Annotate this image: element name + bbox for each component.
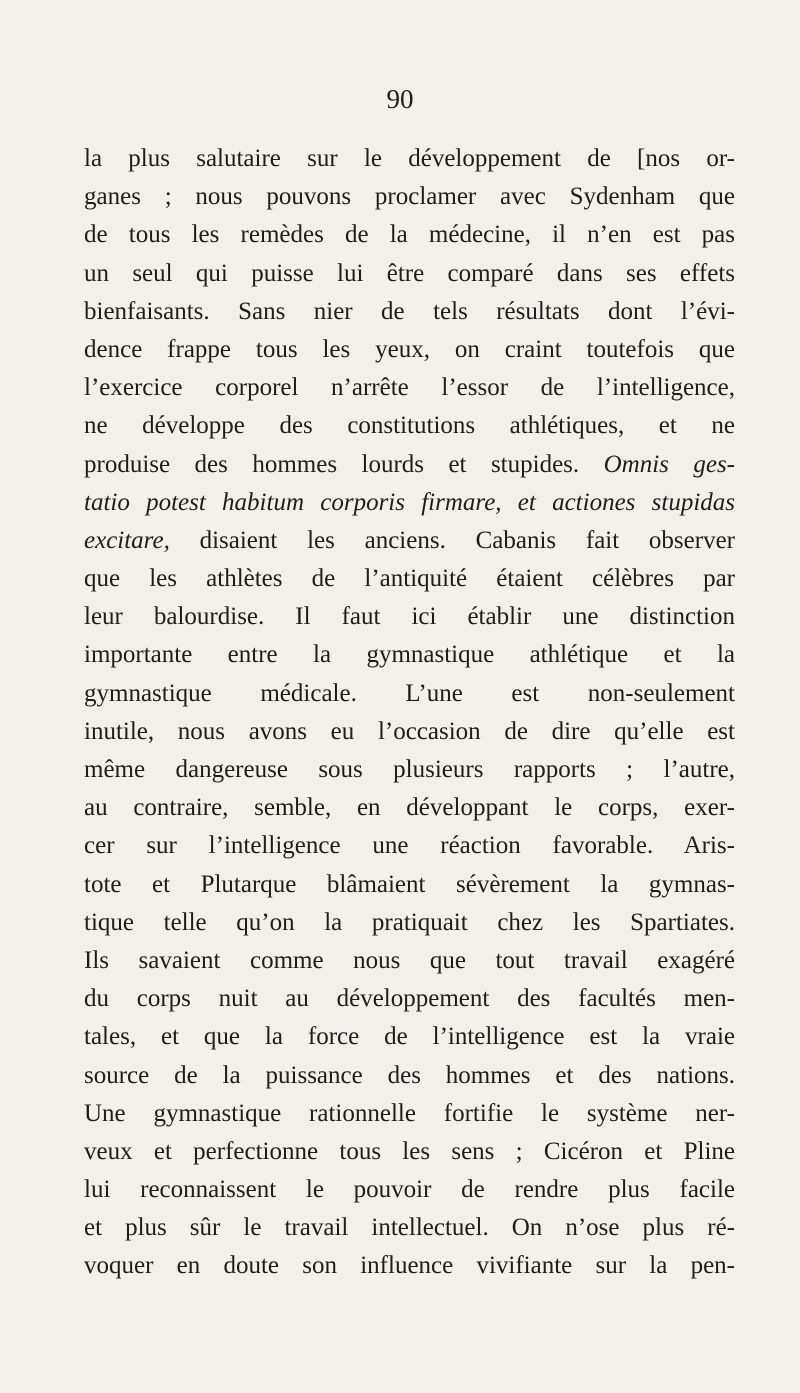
line-text: source de la puissance des hommes et des nations. — [84, 1061, 735, 1089]
text-line — [84, 827, 735, 865]
body-text — [84, 140, 735, 1286]
line-text: ganes ; nous pouvons proclamer avec Sydenham que — [84, 183, 735, 211]
italic-text: tatio potest habitum corporis firmare, et actiones stupidas — [84, 488, 735, 516]
italic-text: Omnis ges- — [603, 450, 735, 478]
text-line — [84, 789, 735, 827]
text-line — [84, 1057, 735, 1095]
page-number: 90 — [386, 84, 414, 114]
line-text: tique telle qu’on la pratiquait chez les Spartiates. — [84, 908, 735, 936]
text-line — [84, 446, 735, 484]
text-line — [84, 407, 735, 445]
text-line — [84, 484, 735, 522]
text-line — [84, 255, 735, 293]
line-text: importante entre la gymnastique athlétique et la — [84, 641, 735, 669]
line-text: et plus sûr le travail intellectuel. On n’ose plus ré- — [84, 1214, 735, 1242]
line-text: voquer en doute son influence vivifiante sur la pen- — [84, 1252, 735, 1280]
line-text: tales, et que la force de l’intelligence est la vraie — [84, 1023, 735, 1051]
text-line — [84, 178, 735, 216]
line-text: ne développe des constitutions athlétiques, et ne — [84, 412, 735, 440]
italic-text: excitare, — [84, 526, 170, 554]
text-line — [84, 1095, 735, 1133]
text-line — [84, 636, 735, 674]
text-line — [84, 522, 735, 560]
line-text: la plus salutaire sur le développement de [nos or- — [84, 145, 735, 172]
text-line — [84, 866, 735, 904]
line-text: produise des hommes lourds et stupides. — [84, 450, 604, 478]
text-line — [84, 331, 735, 369]
line-text: même dangereuse sous plusieurs rapports ; l’autre, — [84, 756, 735, 783]
line-text: lui reconnaissent le pouvoir de rendre plus facile — [84, 1176, 735, 1204]
text-line — [84, 1247, 735, 1285]
text-line — [84, 598, 735, 636]
line-text: leur balourdise. Il faut ici établir une distinction — [84, 603, 735, 631]
text-line — [84, 1171, 735, 1209]
line-text: veux et perfectionne tous les sens ; Cicéron et Pline — [84, 1137, 735, 1165]
text-line — [84, 675, 735, 713]
text-line — [84, 1133, 735, 1171]
line-text: l’exercice corporel n’arrête l’essor de l’intelligence, — [84, 374, 735, 402]
text-line — [84, 293, 735, 331]
line-text: de tous les remèdes de la médecine, il n’en est pas — [84, 221, 735, 249]
line-text: disaient les anciens. Cabanis fait observer — [169, 526, 735, 554]
line-text: Ils savaient comme nous que tout travail exagéré — [84, 946, 735, 974]
text-line — [84, 904, 735, 942]
line-text: du corps nuit au développement des facultés men- — [84, 985, 735, 1013]
line-text: que les athlètes de l’antiquité étaient célèbres par — [84, 565, 735, 593]
line-text: Une gymnastique rationnelle fortifie le système ner- — [84, 1099, 735, 1127]
text-line — [84, 1209, 735, 1247]
text-line — [84, 751, 735, 789]
line-text: tote et Plutarque blâmaient sévèrement la gymnas- — [84, 870, 735, 898]
line-text: un seul qui puisse lui être comparé dans ses effets — [84, 259, 735, 287]
text-line — [84, 140, 735, 178]
text-line — [84, 980, 735, 1018]
text-line — [84, 369, 735, 407]
line-text: bienfaisants. Sans nier de tels résultats dont l’évi- — [84, 297, 735, 325]
line-text: gymnastique médicale. L’une est non-seulement — [84, 679, 735, 707]
text-line — [84, 560, 735, 598]
text-line — [84, 1018, 735, 1056]
line-text: dence frappe tous les yeux, on craint toutefois que — [84, 335, 735, 363]
text-line — [84, 942, 735, 980]
text-line — [84, 713, 735, 751]
line-text: au contraire, semble, en développant le corps, exer- — [84, 794, 735, 822]
line-text: cer sur l’intelligence une réaction favorable. Aris- — [84, 832, 735, 860]
line-text: inutile, nous avons eu l’occasion de dire qu’elle est — [84, 717, 735, 745]
text-line — [84, 216, 735, 254]
